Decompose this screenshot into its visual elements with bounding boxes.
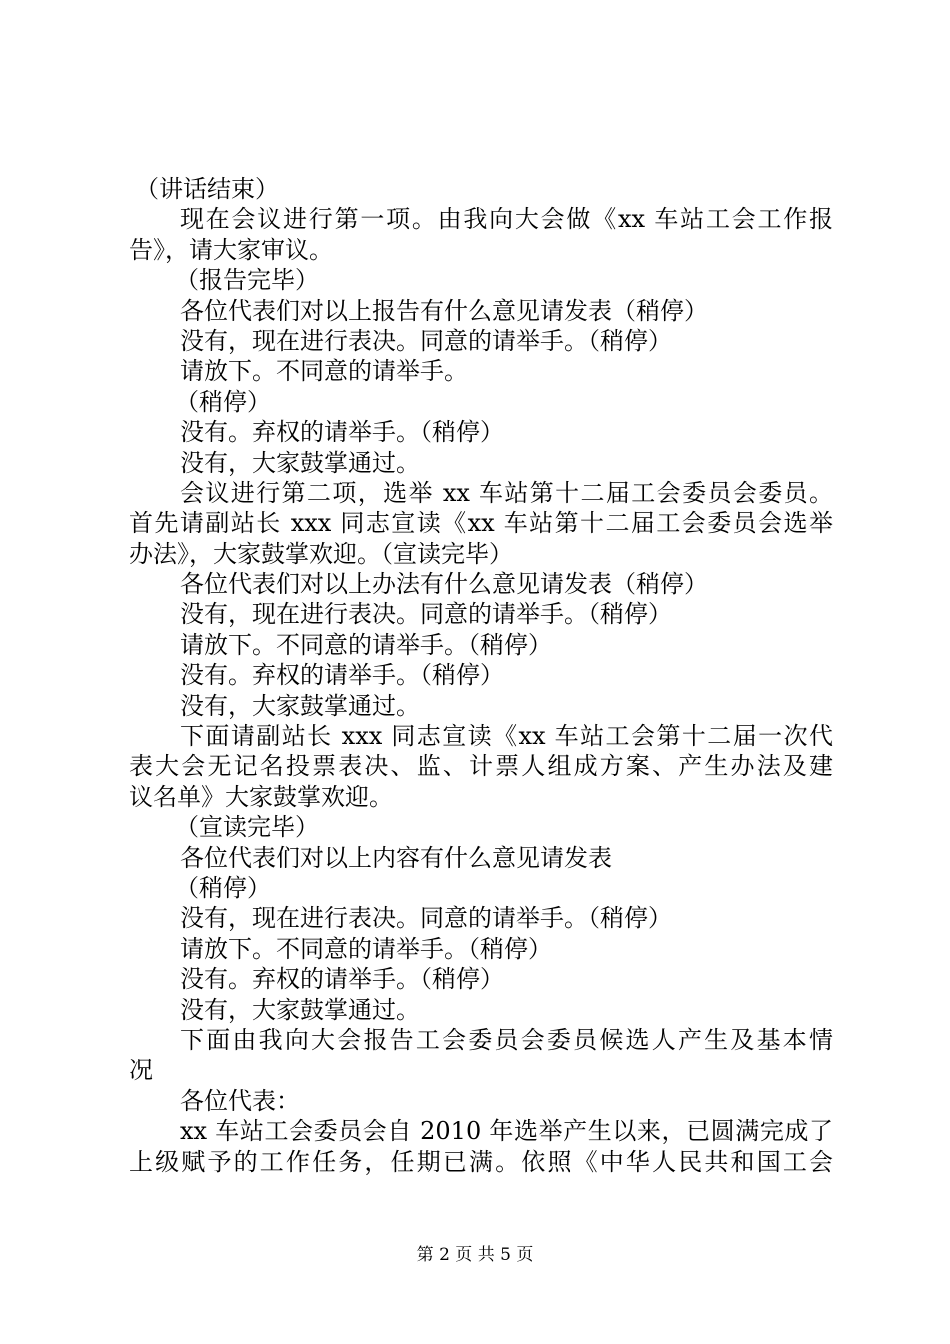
document-body — [129, 174, 833, 1177]
text-line: 下面请副站长 xxx 同志宣读《xx 车站工会第十二届一次代 — [180, 722, 833, 751]
text-line: xx 车站工会委员会自 2010 年选举产生以来，已圆满完成了 — [180, 1117, 833, 1146]
text-line: 各位代表： — [180, 1086, 300, 1115]
text-line: 会议进行第二项，选举 xx 车站第十二届工会委员会委员。 — [180, 478, 833, 507]
text-line: 没有，大家鼓掌通过。 — [180, 995, 420, 1024]
text-line: 没有。弃权的请举手。（稍停） — [180, 418, 504, 447]
text-line: 没有。弃权的请举手。（稍停） — [180, 965, 504, 994]
text-line: 首先请副站长 xxx 同志宣读《xx 车站第十二届工会委员会选举 — [129, 509, 833, 538]
text-line: 表大会无记名投票表决、监、计票人组成方案、产生办法及建 — [129, 752, 833, 781]
text-line: 下面由我向大会报告工会委员会委员候选人产生及基本情 — [180, 1025, 833, 1054]
text-line: （稍停） — [175, 387, 271, 416]
text-line: 没有，现在进行表决。同意的请举手。（稍停） — [180, 326, 672, 355]
text-line: 没有。弃权的请举手。（稍停） — [180, 661, 504, 690]
text-line: 请放下。不同意的请举手。（稍停） — [180, 934, 552, 963]
text-line: 没有，现在进行表决。同意的请举手。（稍停） — [180, 904, 672, 933]
text-line: （讲话结束） — [135, 175, 279, 203]
text-line: 请放下。不同意的请举手。（稍停） — [180, 630, 552, 659]
text-line: 现在会议进行第一项。由我向大会做《xx 车站工会工作报 — [180, 205, 833, 234]
text-line: 没有，大家鼓掌通过。 — [180, 448, 420, 477]
text-line: 议名单》大家鼓掌欢迎。 — [129, 782, 393, 811]
text-line: （报告完毕） — [175, 266, 319, 295]
text-line: （宣读完毕） — [175, 813, 319, 842]
text-line: 没有，现在进行表决。同意的请举手。（稍停） — [180, 600, 672, 629]
text-line: 请放下。不同意的请举手。 — [180, 357, 468, 386]
text-line: （稍停） — [175, 873, 271, 902]
text-line: 各位代表们对以上内容有什么意见请发表 — [180, 843, 612, 872]
page-number-footer: 第 2 页 共 5 页 — [416, 1245, 534, 1265]
text-line: 没有，大家鼓掌通过。 — [180, 691, 420, 720]
text-line: 各位代表们对以上报告有什么意见请发表（稍停） — [180, 296, 708, 325]
text-line: 告》，请大家审议。 — [129, 235, 333, 264]
text-line: 各位代表们对以上办法有什么意见请发表（稍停） — [180, 570, 708, 599]
text-line: 上级赋予的工作任务，任期已满。依照《中华人民共和国工会 — [129, 1147, 833, 1176]
text-line: 办法》，大家鼓掌欢迎。（宣读完毕） — [129, 539, 513, 568]
text-line: 况 — [129, 1056, 153, 1085]
